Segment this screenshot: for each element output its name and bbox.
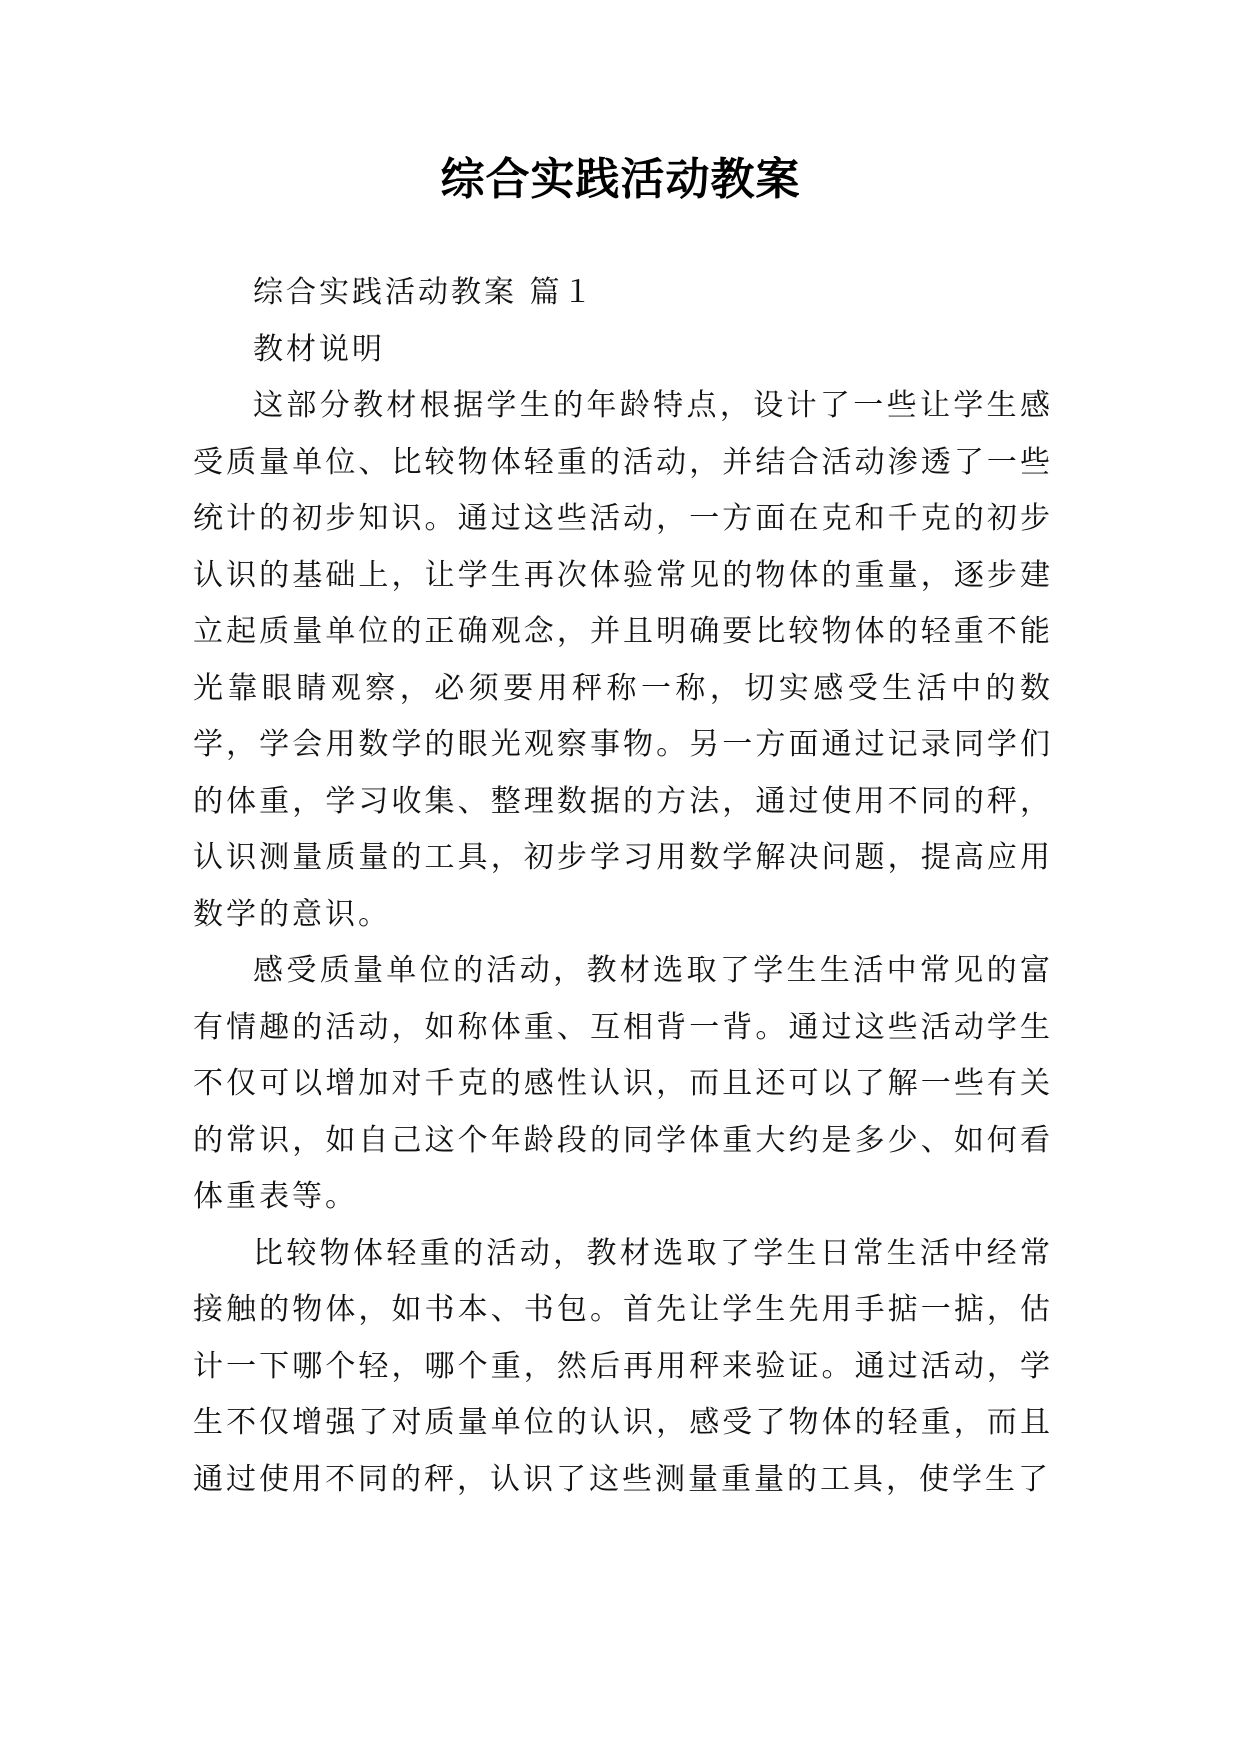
- paragraph: 这部分教材根据学生的年龄特点，设计了一些让学生感受质量单位、比较物体轻重的活动，并结合活动渗透了一些统计的初步知识。通过这些活动，一方面在克和千克的初步认识的基础上，让学生再次体验常见的物体的重量，逐步建立起质量单位的正确观念，并且明确要比较物体的轻重不能光靠眼睛观察，必须要用秤称一称，切实感受生活中的数学，学会用数学的眼光观察事物。另一方面通过记录同学们的体重，学习收集、整理数据的方法，通过使用不同的秤，认识测量质量的工具，初步学习用数学解决问题，提高应用数学的意识。: [193, 388, 1053, 932]
- section-heading: 综合实践活动教案 篇１: [253, 275, 596, 310]
- document-title: 综合实践活动教案: [440, 154, 801, 205]
- paragraph: 比较物体轻重的活动，教材选取了学生日常生活中经常接触的物体，如书本、书包。首先让学生先用手掂一掂，估计一下哪个轻，哪个重，然后再用秤来验证。通过活动，学生不仅增强了对质量单位的认识，感受了物体的轻重，而且通过使用不同的秤，认识了这些测量重量的工具，使学生了: [193, 1235, 1053, 1497]
- subheading: 教材说明: [253, 331, 385, 367]
- paragraph: 感受质量单位的活动，教材选取了学生生活中常见的富有情趣的活动，如称体重、互相背一背。通过这些活动学生不仅可以增加对千克的感性认识，而且还可以了解一些有关的常识，如自己这个年龄段的同学体重大约是多少、如何看体重表等。: [193, 953, 1053, 1214]
- document-body: [193, 265, 1053, 1508]
